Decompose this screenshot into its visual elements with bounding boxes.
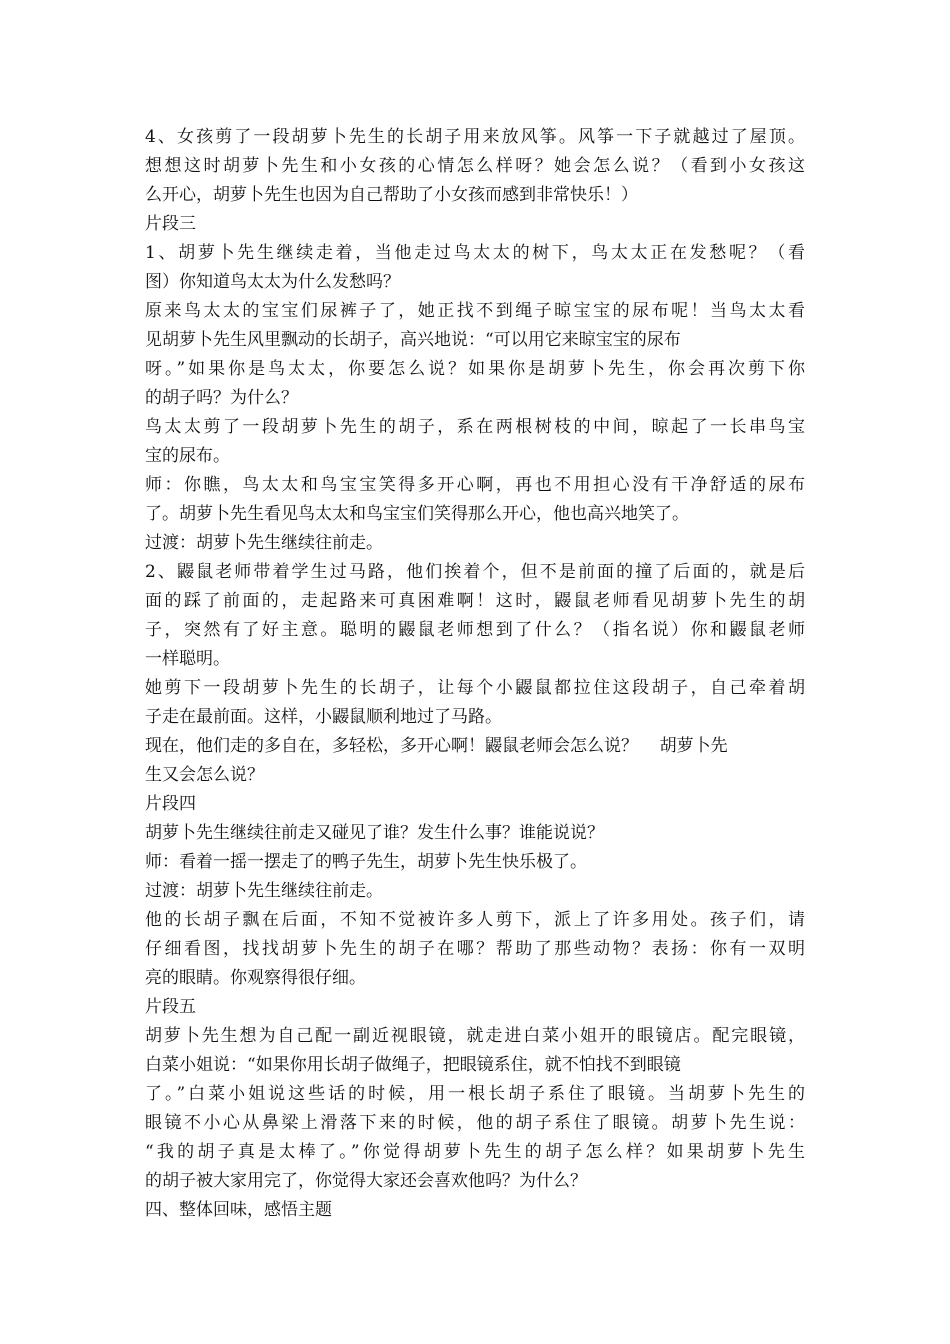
text-line: 子，突然有了好主意。聪明的鼹鼠老师想到了什么？（指名说）你和鼹鼠老师 <box>145 620 805 640</box>
text-line: 面的踩了前面的，走起路来可真困难啊！这时，鼹鼠老师看见胡萝卜先生的胡 <box>145 591 805 611</box>
text-line: 呀。”如果你是鸟太太，你要怎么说？如果你是胡萝卜先生，你会再次剪下你 <box>145 359 805 379</box>
text-line: 4、女孩剪了一段胡萝卜先生的长胡子用来放风筝。风筝一下子就越过了屋顶。 <box>145 127 805 147</box>
text-line: “我的胡子真是太棒了。”你觉得胡萝卜先生的胡子怎么样？如果胡萝卜先生 <box>145 1142 805 1162</box>
document-body <box>145 123 805 1225</box>
text-line: 子走在最前面。这样，小鼹鼠顺利地过了马路。 <box>145 707 502 727</box>
text-line: 想想这时胡萝卜先生和小女孩的心情怎么样呀？她会怎么说？（看到小女孩这 <box>145 156 805 176</box>
text-line: 了。”白菜小姐说这些话的时候，用一根长胡子系住了眼镜。当胡萝卜先生的 <box>145 1084 805 1104</box>
text-line: 片段三 <box>145 214 196 234</box>
text-line: 过渡：胡萝卜先生继续往前走。 <box>145 533 383 553</box>
text-line: 的胡子被大家用完了，你觉得大家还会喜欢他吗？为什么？ <box>145 1171 587 1191</box>
text-line: 白菜小姐说：“如果你用长胡子做绳子，把眼镜系住，就不怕找不到眼镜 <box>145 1055 681 1075</box>
text-line: 原来鸟太太的宝宝们尿裤子了，她正找不到绳子晾宝宝的尿布呢！当鸟太太看 <box>145 301 805 321</box>
text-line: 2、鼹鼠老师带着学生过马路，他们挨着个，但不是前面的撞了后面的，就是后 <box>145 562 805 582</box>
text-line: 过渡：胡萝卜先生继续往前走。 <box>145 881 383 901</box>
text-line: 片段五 <box>145 997 196 1017</box>
text-line: 仔细看图，找找胡萝卜先生的胡子在哪？帮助了那些动物？表扬：你有一双明 <box>145 939 805 959</box>
text-line: 师：看着一摇一摆走了的鸭子先生，胡萝卜先生快乐极了。 <box>145 852 587 872</box>
text-line: 师：你瞧，鸟太太和鸟宝宝笑得多开心啊，再也不用担心没有干净舒适的尿布 <box>145 475 805 495</box>
text-line: 亮的眼睛。你观察得很仔细。 <box>145 968 366 988</box>
text-line: 她剪下一段胡萝卜先生的长胡子，让每个小鼹鼠都拉住这段胡子，自己牵着胡 <box>145 678 805 698</box>
text-line: 了。胡萝卜先生看见鸟太太和鸟宝宝们笑得那么开心，他也高兴地笑了。 <box>145 504 689 524</box>
text-line: 一样聪明。 <box>145 649 230 669</box>
text-line: 图）你知道鸟太太为什么发愁吗？ <box>145 272 400 292</box>
text-line: 胡萝卜先生继续往前走又碰见了谁？发生什么事？谁能说说？ <box>145 823 604 843</box>
text-line: 鸟太太剪了一段胡萝卜先生的胡子，系在两根树枝的中间，晾起了一长串鸟宝 <box>145 417 805 437</box>
text-line: 现在，他们走的多自在，多轻松，多开心啊！鼹鼠老师会怎么说？ 胡萝卜先 <box>145 736 728 756</box>
text-line: 胡萝卜先生想为自己配一副近视眼镜，就走进白菜小姐开的眼镜店。配完眼镜， <box>145 1026 805 1046</box>
text-line: 1、胡萝卜先生继续走着，当他走过鸟太太的树下，鸟太太正在发愁呢？（看 <box>145 243 805 263</box>
text-line: 见胡萝卜先生风里飘动的长胡子，高兴地说：“可以用它来晾宝宝的尿布 <box>145 330 681 350</box>
text-line: 他的长胡子飘在后面，不知不觉被许多人剪下，派上了许多用处。孩子们，请 <box>145 910 805 930</box>
text-line: 眼镜不小心从鼻梁上滑落下来的时候，他的胡子系住了眼镜。胡萝卜先生说： <box>145 1113 805 1133</box>
text-line: 四、整体回味，感悟主题 <box>145 1200 332 1220</box>
text-line: 生又会怎么说？ <box>145 765 264 785</box>
text-line: 片段四 <box>145 794 196 814</box>
text-line: 宝的尿布。 <box>145 446 230 466</box>
text-line: 么开心，胡萝卜先生也因为自己帮助了小女孩而感到非常快乐！） <box>145 185 638 205</box>
text-line: 的胡子吗？为什么？ <box>145 388 298 408</box>
